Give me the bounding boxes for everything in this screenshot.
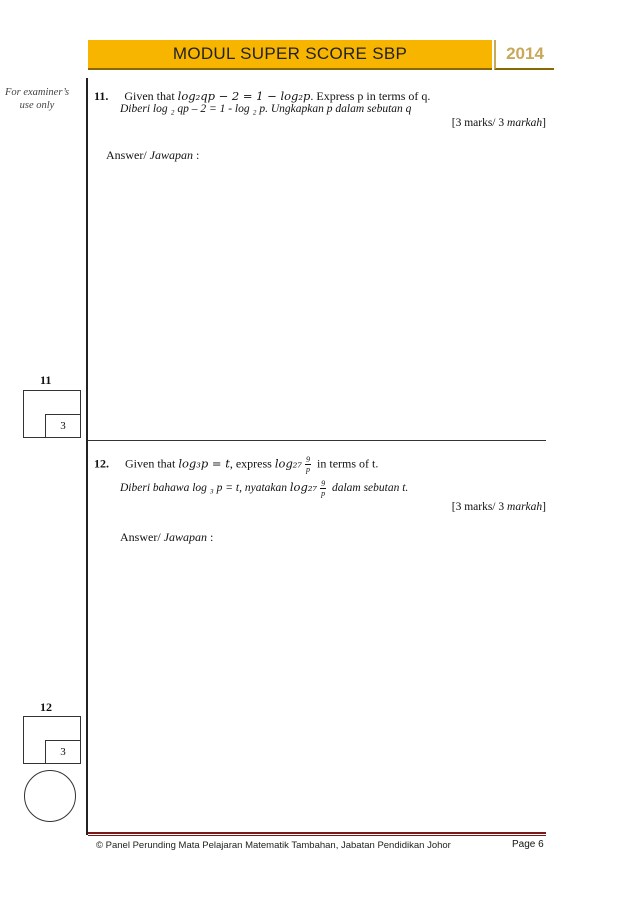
q12-number: 12. <box>94 456 109 471</box>
q12-marks-en: [3 marks/ 3 <box>451 501 508 513</box>
q12-marks-close: ] <box>542 501 546 513</box>
q12-ms-prefix: Diberi bahawa log ₃ p = t, nyatakan <box>120 482 290 495</box>
q12-answer-colon: : <box>207 530 214 544</box>
q11-en-suffix: . Express p in terms of q. <box>310 89 431 103</box>
q12-answer-en: Answer/ <box>120 530 164 544</box>
page-number: Page 6 <box>512 839 544 850</box>
q12-malay-line <box>120 479 408 498</box>
q12-equation: log₃p = t <box>178 456 230 471</box>
footer-rule <box>88 832 546 836</box>
header-year: 2014 <box>494 40 554 70</box>
q12-answer-label <box>120 530 213 545</box>
mark-box-12 <box>23 716 81 764</box>
q12-ms-fraction <box>320 479 326 498</box>
side-question-number-11: 11 <box>40 373 52 387</box>
q12-log-base: log₂₇ <box>274 456 303 471</box>
q11-number: 11. <box>94 89 109 103</box>
margin-rule <box>86 78 88 835</box>
q11-answer-ms: Jawapan <box>149 148 194 162</box>
footer-copyright: © Panel Perunding Mata Pelajaran Matematik Tambahan, Jabatan Pendidikan Johor <box>96 840 451 851</box>
q12-marks-ms: markah <box>507 501 543 513</box>
question-divider <box>88 440 546 441</box>
q11-marks-en: [3 marks/ 3 <box>451 117 508 129</box>
q11-answer-en: Answer/ <box>106 148 150 162</box>
page-header <box>88 40 552 68</box>
mark-box-12-max: 3 <box>45 740 81 764</box>
q11-malay-line: Diberi log ₂ qp – 2 = 1 - log ₂ p. Ungkapkan p dalam sebutan q <box>120 103 412 115</box>
examiner-note: For examiner’s use only <box>4 87 70 111</box>
q12-en-suffix: in terms of t. <box>314 456 379 471</box>
q12-frac-den: p <box>306 465 311 474</box>
q11-marks-close: ] <box>542 117 546 129</box>
mark-box-11-max: 3 <box>45 414 81 438</box>
q12-ms-log-base: log₂₇ <box>289 480 318 495</box>
q11-equation: log₂qp − 2 = 1 − log₂p <box>177 89 311 103</box>
q12-ms-frac-num: 9 <box>321 479 326 488</box>
q12-answer-ms: Jawapan <box>163 530 208 544</box>
q12-ms-frac-den: p <box>321 489 326 498</box>
q12-marks <box>452 501 546 513</box>
q11-en-prefix: Given that <box>124 89 178 103</box>
q12-fraction <box>305 455 311 474</box>
q11-marks <box>452 117 546 129</box>
q12-english-line <box>94 455 378 474</box>
mark-box-11 <box>23 390 81 438</box>
q11-answer-colon: : <box>193 148 200 162</box>
q11-answer-label <box>106 148 199 163</box>
q11-marks-ms: markah <box>507 117 543 129</box>
q12-en-mid: , express <box>229 456 275 471</box>
side-question-number-12: 12 <box>40 700 52 714</box>
q12-en-prefix: Given that <box>125 456 179 471</box>
total-score-circle <box>24 770 76 822</box>
q12-frac-num: 9 <box>306 455 311 464</box>
q12-ms-suffix: dalam sebutan t. <box>329 482 409 495</box>
header-title: MODUL SUPER SCORE SBP <box>88 40 492 70</box>
q11-english-line <box>94 89 430 104</box>
